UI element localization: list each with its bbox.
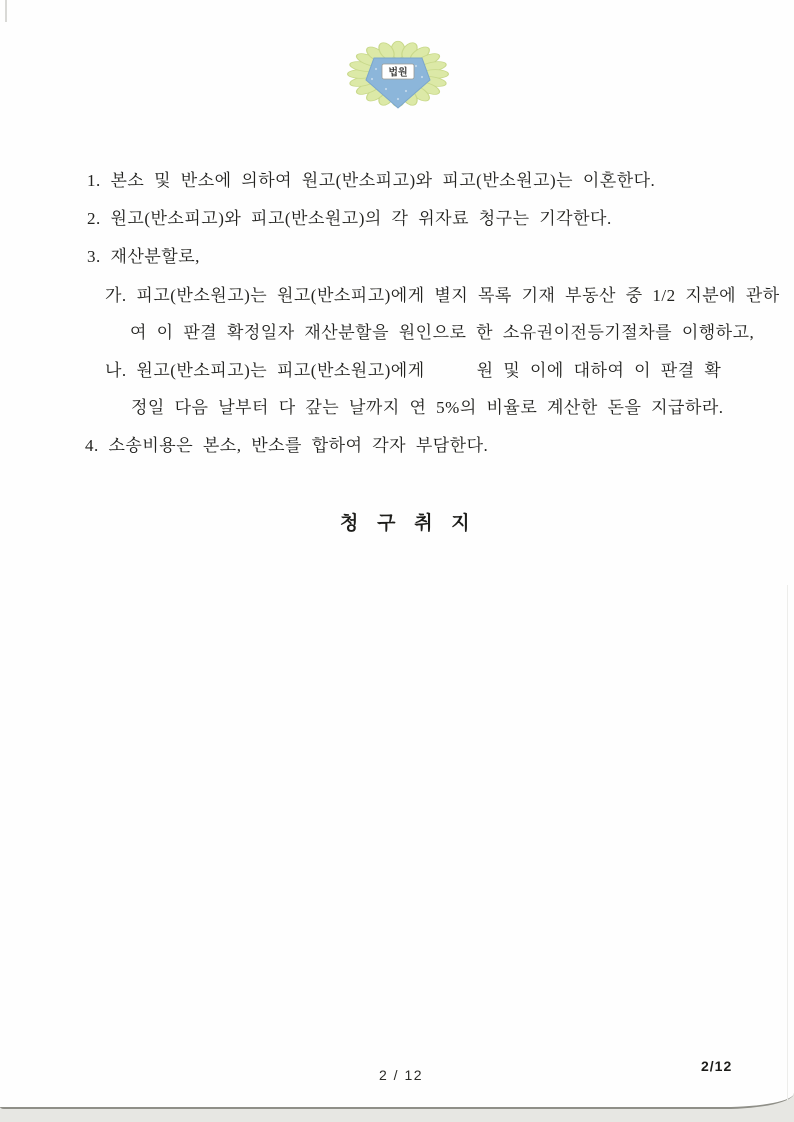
order-line-3-na-continued: 정일 다음 날부터 다 갚는 날까지 연 5%의 비율로 계산한 돈을 지급하라. (131, 398, 724, 417)
order-line-3-na (105, 360, 721, 382)
claim-purpose-heading: 청 구 취 지 (340, 513, 477, 534)
order-line-3-na-before-gap: 나. 원고(반소피고)는 피고(반소원고)에게 (105, 361, 425, 380)
order-line-3: 3. 재산분할로, (87, 247, 200, 266)
page-number-center: 2 / 12 (379, 1067, 424, 1083)
order-line-4: 4. 소송비용은 본소, 반소를 합하여 각자 부담한다. (85, 436, 489, 455)
scan-artifact-line (787, 585, 788, 1100)
seal-label: 법원 (388, 67, 408, 79)
order-line-3-na-after-gap: 원 및 이에 대하여 이 판결 확 (476, 361, 722, 380)
page-number-right: 2/12 (701, 1058, 733, 1074)
scan-artifact-mark (5, 0, 7, 22)
order-line-3-ga: 가. 피고(반소원고)는 원고(반소피고)에게 별지 목록 기재 부동산 중 1/2 지분에 관하 (105, 286, 780, 305)
court-seal-icon (342, 33, 454, 113)
order-line-2: 2. 원고(반소피고)와 피고(반소원고)의 각 위자료 청구는 기각한다. (87, 209, 612, 228)
order-line-3-ga-continued: 여 이 판결 확정일자 재산분할을 원인으로 한 소유권이전등기절차를 이행하고, (130, 323, 755, 342)
order-line-1: 1. 본소 및 반소에 의하여 원고(반소피고)와 피고(반소원고)는 이혼한다. (87, 171, 656, 190)
